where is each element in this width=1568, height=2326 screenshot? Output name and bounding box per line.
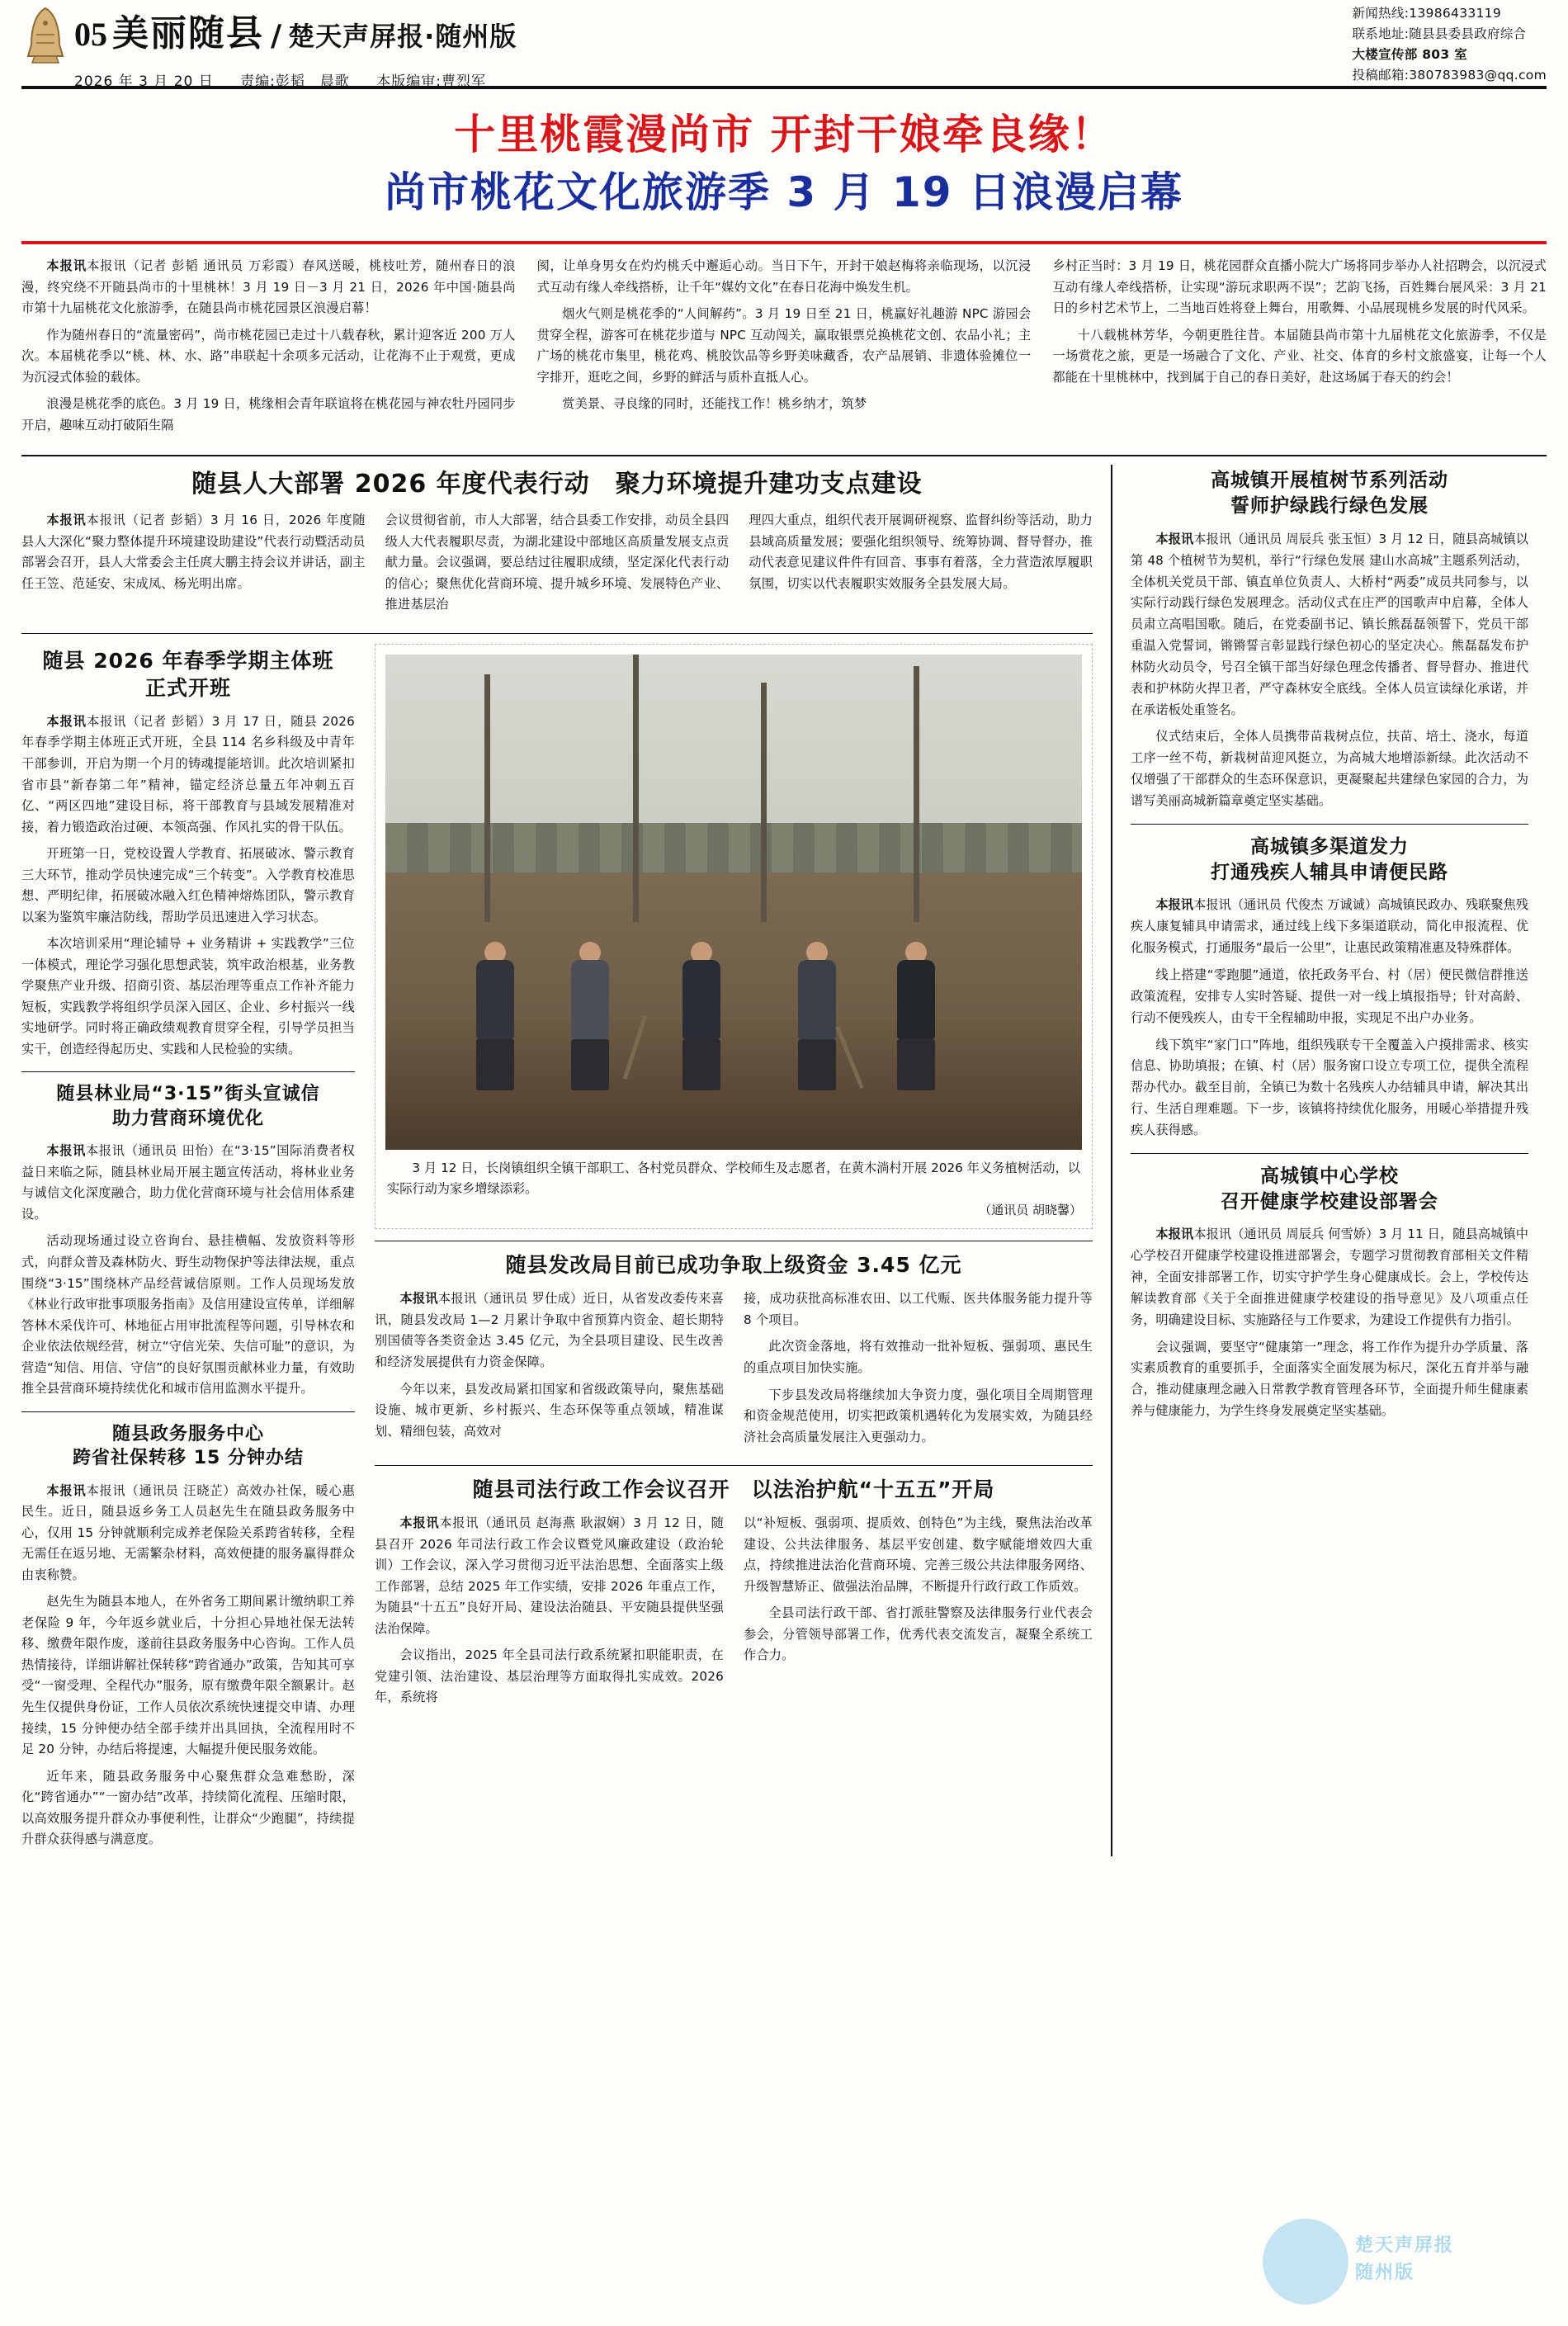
contact-address: 联系地址:随县县委县政府综合 [1352, 26, 1527, 42]
paragraph: 会议指出，2025 年全县司法行政系统紧扣职能职责，在党建引领、法治建设、基层治理等方面取得扎实成效。2026 年，系统将 [375, 1648, 724, 1705]
paragraph: 今年以来，县发改局紧扣国家和省级政策导向，聚焦基础设施、城市更新、乡村振兴、生态环保等重点领域，精准谋划、精细包装，高效对 [375, 1381, 724, 1439]
story-sifa-title: 随县司法行政工作会议召开 以法治护航“十五五”开局 [472, 1477, 995, 1502]
paragraph-text: 本报讯（通讯员 代俊杰 万诚诚）高城镇民政办、残联聚焦残疾人康复辅具申请需求，通过线上线下多渠道联动，简化申报流程、优化服务模式，打通服务“最后一公里”，让惠民政策精准惠及特殊群体。 [1131, 897, 1529, 956]
paragraph: 会议强调，要坚守“健康第一”理念，将工作作为提升办学质量、落实素质教育的重要抓手，全面落实全面发展为标尺，深化五育并举与融合，推动健康理念融入日常教学教育管理各环节，全面提升师生健康素养与健康能力，为学生终身发展奠定坚实基础。 [1131, 1339, 1528, 1419]
masthead-contact [1353, 0, 1547, 86]
story-zhengwu-title-line-1: 随县政务服务中心 [111, 1423, 264, 1444]
left-narrow-column [21, 644, 355, 1856]
photo-person [798, 942, 836, 1090]
paragraph: 全县司法行政干部、省打派驻警察及法律服务行业代表会参会，分管领导部署工作，优秀代表交流发言，凝聚全系统工作合力。 [744, 1605, 1093, 1663]
paragraph: 本报讯本报讯（记者 彭韬 通讯员 万彩霞）春风送暖，桃枝吐芳，随州春日的浪漫，终究绕不开随县尚市的十里桃林！3 月 19 日－3 月 21 日，2026 年中国·随县尚市第十九届桃花文化旅游季，在随县尚市桃花园景区浪漫启幕！ [21, 258, 516, 316]
story-renda [21, 468, 1093, 500]
paragraph: 本次培训采用“理论辅导 + 业务精讲 + 实践教学”三位一体模式，理论学习强化思想武装，筑牢政治根基，业务教学聚焦产业升级、招商引资、基层治理等重点工作补齐能力短板，实践教学将组织学员深入园区、企业、乡村振兴一线实地研学。同时将正确政绩观教育贯穿全程，引导学员担当实干，创造经得起历史、实践和人民检验的实绩。 [21, 936, 355, 1057]
story-gaocheng-2-header [1131, 834, 1528, 886]
paragraph-text: 本报讯（通讯员 罗仕成）近日，从省发改委传来喜讯，随县发改局 1—2 月累计争取中省预算内资金、超长期特别国债等各类资金达 3.45 亿元，为全县项目建设、民生改善和经济发展提供有力资金保障。 [375, 1291, 724, 1369]
watermark-line-1: 楚天声屏报 [1355, 2235, 1455, 2256]
story-renda-title: 随县人大部署 2026 年度代表行动 聚力环境提升建功支点建设 [191, 470, 923, 499]
paragraph: 本报讯本报讯（通讯员 罗仕成）近日，从省发改委传来喜讯，随县发改局 1—2 月累计争取中省预算内资金、超长期特别国债等各类资金达 3.45 亿元，为全县项目建设、民生改善和经济发展提供有力资金保障。 [375, 1291, 724, 1369]
story-zhengwu-header [21, 1422, 355, 1471]
paragraph-text: 本报讯（通讯员 田怡）在“3·15”国际消费者权益日来临之际，随县林业局开展主题宣传活动，将林业业务与诚信文化深度融合，助力优化营商环境与社会信用体系建设。 [21, 1143, 355, 1222]
story-renda-col-1 [21, 510, 366, 622]
story-sifa-body [375, 1513, 1093, 1714]
publish-date: 2026 年 3 月 20 日 [74, 73, 214, 90]
watermark-text [1355, 2232, 1454, 2286]
story-sifa-header [375, 1476, 1093, 1503]
photo-caption: 3 月 12 日，长岗镇组织全镇干部职工、各村党员群众、学校师生及志愿者，在黄木淌村开展 2026 年义务植树活动，以实际行动为家乡增绿添彩。 [387, 1160, 1080, 1197]
section-divider [1131, 1153, 1528, 1154]
section-divider [21, 455, 1547, 456]
lead-story-col-1 [21, 256, 516, 442]
story-zhutiban-title-line-2: 正式开班 [144, 675, 231, 700]
story-gaocheng-1-title-line-2: 誓师护绿践行绿色发展 [1230, 495, 1429, 518]
story-fagai-title: 随县发改局目前已成功争取上级资金 3.45 亿元 [505, 1253, 962, 1278]
story-fagai-col-1 [375, 1288, 724, 1454]
paragraph: 本报讯本报讯（通讯员 赵海燕 耿淑娴）3 月 12 日，随县召开 2026 年司法行政工作会议暨党风廉政建设（政治轮训）工作会议，深入学习贯彻习近平法治思想、全面落实上级工作部署，总结 2025 年工作实绩，安排 2026 年重点工作，为随县“十五五”良好开局、建设法治随县、平安随县提供坚强法治保障。 [375, 1515, 724, 1636]
story-gaocheng-1-title-line-1: 高城镇开展植树节系列活动 [1211, 470, 1448, 492]
photo-person [682, 942, 720, 1090]
paragraph: 会议贯彻省前，市人大部署，结合县委工作安排，动员全县四级人大代表履职尽责，为湖北建设中部地区高质量发展支点贡献力量。会议强调，要总结过往履职成绩，坚定深化代表行动的信心；聚焦优化营商环境、提升城乡环境、发展特色产业、推进基层治 [385, 513, 730, 612]
photo-person [571, 942, 609, 1090]
paragraph: 线下筑牢“家门口”阵地，组织残联专干全覆盖入户摸排需求、核实信息、协助填报；在镇、村（居）服务窗口设立专项工位，提供全流程帮办代办。截至目前，全镇已为数十名残疾人办结辅具申请，解决其出行、生活自理难题。下一步，该镇将持续优化服务，用暖心举措提升残疾人获得感。 [1131, 1037, 1528, 1137]
story-zhutiban-header [21, 647, 355, 702]
paragraph: 近年来，随县政务服务中心聚焦群众急难愁盼，深化“跨省通办”“一窗办结”改革，持续简化流程、压缩时限，以高效服务提升群众办事便利性，让群众“少跑腿”，持续提升群众获得感与满意度。 [21, 1768, 355, 1847]
section-divider [21, 1071, 355, 1072]
paragraph: 线上搭建“零跑腿”通道，依托政务平台、村（居）便民微信群推送政策流程，安排专人实时答疑、提供一对一线上填报指导；针对高龄、行动不便残疾人，由专干全程辅助申报，实现足不出户办业务。 [1131, 967, 1528, 1025]
story-sifa-col-2 [744, 1513, 1093, 1714]
left-column-zone [21, 465, 1111, 1856]
story-gaocheng-3-title-line-1: 高城镇中心学校 [1260, 1165, 1399, 1187]
story-zhutiban-title-line-1: 随县 2026 年春季学期主体班 [42, 648, 334, 673]
lead-story-body [21, 244, 1547, 450]
story-linyeju-header [21, 1082, 355, 1131]
main-content [21, 465, 1547, 1856]
paragraph: 活动现场通过设立咨询台、悬挂横幅、发放资料等形式，向群众普及森林防火、野生动物保护等法律法规，重点围绕“3·15”围绕林产品经营诚信原则。工作人员现场发放《林业行政审批事项服务指南》及信用建设宣传单，详细解答林木采伐许可、林地征占用审批流程等问题，引导林农和企业依法依规经营，树立“守信光荣、失信可耻”的意识，为营造“知信、用信、守信”的良好氛围贡献林业力量，有效助推全县营商环境持续优化和城市信用监测水平提升。 [21, 1233, 355, 1397]
paragraph-text: 本报讯（通讯员 周辰兵 张玉恒）3 月 12 日，随县高城镇以第 48 个植树节为契机，举行“行绿色发展 建山水高城”主题系列活动，全体机关党员干部、镇直单位负责人、大桥村“两委”成员共同参与，以实际行动践行绿色发展理念。活动仪式在庄严的国歌声中启幕，全体人员肃立高唱国歌。随后，在党委副书记、镇长熊磊磊领誓下，党员干部重温入党誓词，锵锵誓言彰显践行绿色初心的坚定决心。熊磊磊发布护林防火动员令，号召全镇干部当好绿色理念传播者、督导督办、推进代表和护林防火捍卫者，严守森林安全底线。全体人员宣读绿化承诺，并在承诺板处重签名。 [1131, 531, 1528, 717]
photo-figure [375, 644, 1093, 1229]
story-gaocheng-2-title-line-1: 高城镇多渠道发力 [1250, 835, 1409, 858]
story-fagai-body [375, 1288, 1093, 1454]
paragraph: 十八载桃林芳华，今朝更胜往昔。本届随县尚市第十九届桃花文化旅游季，不仅是一场赏花之旅，更是一场融合了文化、产业、社交、体育的乡村文旅盛宴，让每一个人都能在十里桃林中，找到属于自己的春日美好，赴这场属于春天的约会！ [1052, 327, 1547, 385]
bell-logo-icon [23, 5, 68, 74]
headline-line-1: 十里桃霞漫尚市 开封干娘牵良缘！ [454, 111, 1114, 158]
paragraph: 下步县发改局将继续加大争资力度，强化项目全周期管理和资金规范使用，切实把政策机遇转化为发展实效，为随县经济社会高质量发展注入更强动力。 [744, 1387, 1093, 1444]
paragraph: 赵先生为随县本地人，在外省务工期间累计缴纳职工养老保险 9 年，今年返乡就业后，十分担心异地社保无法转移、缴费年限作废，遂前往县政务服务中心咨询。工作人员热情接待，详细讲解社保转移“跨省通办”政策，告知其可享受“一窗受理、全程代办”服务，原有缴费年限全额累计。赵先生仅提供身份证，工作人员依次系统快速提交申请、办理接续，15 分钟便办结全部手续并出具回执，全流程用时不足 20 分钟，办结后将提速，大幅提升便民服务效能。 [21, 1594, 355, 1757]
tree-planting-photo [385, 655, 1082, 1150]
story-gaocheng-2-title-line-2: 打通残疾人辅具申请便民路 [1211, 861, 1448, 883]
paragraph: 开班第一日，党校设置人学教育、拓展破冰、警示教育三大环节，推动学员快速完成“三个转变”。入学教育校准思想、严明纪律，拓展破冰融入红色精神熔炼团队，警示教育以案为鉴筑牢廉洁防线，帮助学员迅速进入学习状态。 [21, 846, 355, 924]
story-sifa-col-1 [375, 1513, 724, 1714]
paragraph-text: 本报讯（通讯员 赵海燕 耿淑娴）3 月 12 日，随县召开 2026 年司法行政工作会议暨党风廉政建设（政治轮训）工作会议，深入学习贯彻习近平法治思想、全面落实上级工作部署，总结 2025 年工作实绩，安排 2026 年重点工作，为随县“十五五”良好开局、建设法治随县、平安随县提供坚强法治保障。 [375, 1515, 724, 1636]
watermark-line-2: 随州版 [1355, 2262, 1415, 2283]
story-gaocheng-3-header [1131, 1164, 1528, 1215]
paragraph: 阂，让单身男女在灼灼桃夭中邂逅心动。当日下午，开封干娘赵梅将亲临现场，以沉浸式互动有缘人牵线搭桥，让千年“媒妁文化”在春日花海中焕发生机。 [536, 258, 1032, 295]
lead-story-col-2 [537, 256, 1032, 442]
paragraph: 本报讯本报讯（通讯员 周辰兵 何雪娇）3 月 11 日，随县高城镇中心学校召开健康学校建设推进部署会，专题学习贯彻教育部相关文件精神，全面安排部署工作，切实守护学生身心健康成长。会上，学校传达解读教育部《关于全面推进健康学校建设的指导意见》及八项重点任务，明确建设目标、实施路径与工作要求，为建设工作提供有力指引。 [1131, 1227, 1528, 1327]
lead-headline [21, 89, 1547, 226]
lead-story-col-3 [1052, 256, 1547, 442]
paragraph: 本报讯本报讯（通讯员 代俊杰 万诚诚）高城镇民政办、残联聚焦残疾人康复辅具申请需求，通过线上线下多渠道联动，简化申报流程、优化服务模式，打通服务“最后一公里”，让惠民政策精准惠及特殊群体。 [1131, 897, 1529, 956]
paragraph: 本报讯本报讯（通讯员 田怡）在“3·15”国际消费者权益日来临之际，随县林业局开展主题宣传活动，将林业业务与诚信文化深度融合，助力优化营商环境与社会信用体系建设。 [21, 1143, 355, 1222]
paragraph-text: 本报讯（通讯员 周辰兵 何雪娇）3 月 11 日，随县高城镇中心学校召开健康学校建设推进部署会，专题学习贯彻教育部相关文件精神，全面安排部署工作，切实守护学生身心健康成长。会上，学校传达解读教育部《关于全面推进健康学校建设的指导意见》及八项重点任务，明确建设目标、实施路径与工作要求，为建设工作提供有力指引。 [1131, 1227, 1528, 1327]
photo-person [897, 942, 935, 1090]
paragraph-text: 本报讯（通讯员 汪晓芷）高效办社保，暖心惠民生。近日，随县返乡务工人员赵先生在随县政务服务中心，仅用 15 分钟就顺利完成养老保险关系跨省转移，全程无需任在返另地、无需繁杂材料，高效便捷的服务赢得群众由衷称赞。 [21, 1482, 355, 1582]
paragraph-text: 本报讯（记者 彭韬）3 月 16 日，2026 年度随县人大深化“聚力整体提升环境建设助建设”代表行动暨活动员部署会召开，县人大常委会主任庹大鹏主持会议并讲话，副主任王笠、范延安、宋成凤、杨光明出席。 [21, 513, 366, 591]
story-linyeju-title-line-2: 助力营商环境优化 [111, 1108, 264, 1129]
story-linyeju-title-line-1: 随县林业局“3·15”街头宣诚信 [56, 1084, 320, 1105]
left-inner-grid [21, 644, 1093, 1856]
paragraph-text: 本报讯（记者 彭韬）3 月 17 日，随县 2026 年春季学期主体班正式开班，全县 114 名乡科级及中青年干部参训，开启为期一个月的铸魂提能培训。此次培训紧扣省市县“新春第二年”精神，锚定经济总量五年冲刺五百亿、“两区四地”建设目标，将干部教育与县域发展精准对接，着力锻造政治过硬、本领高强、作风扎实的骨干队伍。 [21, 713, 355, 834]
story-renda-col-3 [749, 510, 1093, 622]
section-divider [375, 1465, 1093, 1466]
story-gaocheng-1-header [1131, 468, 1528, 519]
contact-email: 投稿邮箱:380783983@qq.com [1352, 68, 1547, 83]
paragraph: 理四大重点，组织代表开展调研视察、监督纠纷等活动，助力县域高质量发展；要强化组织领导、统筹协调、督导督办，推动代表意见建议件件有回音、事事有着落，全力营造浓厚履职氛围，切实以代表履职实效服务全县发展大局。 [749, 513, 1093, 591]
paragraph: 烟火气则是桃花季的“人间解药”。3 月 19 日至 21 日，桃赢好礼趣游 NPC 游园会贯穿全程，游客可在桃花步道与 NPC 互动闯关，赢取银票兑换桃花文创、农品小礼；主广场的桃花市集里，桃花鸡、桃胶饮品等乡野美味藏香，农产品展销、非遗体验摊位一字排开，逛吃之间，乡野的鲜活与质朴直抵人心。 [536, 306, 1032, 385]
masthead-slash: / [271, 19, 282, 53]
reviewer-line: 本版编审:曹烈军 [376, 73, 487, 90]
section-divider [21, 1411, 355, 1412]
contact-hotline: 新闻热线:13986433119 [1352, 6, 1501, 21]
left-wide-column [375, 644, 1093, 1856]
story-gaocheng-3-title-line-2: 召开健康学校建设部署会 [1221, 1190, 1438, 1213]
story-fagai-header [375, 1251, 1093, 1279]
paragraph: 浪漫是桃花季的底色。3 月 19 日，桃缘相会青年联谊将在桃花园与神农牡丹园同步开启，趣味互动打破陌生隔 [21, 396, 516, 433]
section-divider [21, 633, 1093, 634]
paragraph-text: 本报讯（记者 彭韬 通讯员 万彩霞）春风送暖，桃枝吐芳，随州春日的浪漫，终究绕不开随县尚市的十里桃林！3 月 19 日－3 月 21 日，2026 年中国·随县尚市第十九届桃花文化旅游季，在随县尚市桃花园景区浪漫启幕！ [21, 258, 516, 316]
paper-subname: 楚天声屏报·随州版 [288, 21, 517, 52]
contact-address-2: 大楼宣传部 803 室 [1352, 47, 1467, 63]
masthead [21, 0, 1547, 89]
paragraph: 赏美景、寻良缘的同时，还能找工作！桃乡纳才，筑梦 [562, 396, 867, 412]
paragraph: 仪式结束后，全体人员携带苗栽树点位，扶苗、培土、浇水，每道工序一丝不苟，新栽树苗迎风挺立，为高城大地增添新绿。此次活动不仅增强了干部群众的生态环保意识，更凝聚起共建绿色家园的合力，为谱写美丽高城新篇章奠定坚实基础。 [1131, 729, 1528, 808]
watermark [1263, 2212, 1535, 2311]
paragraph: 此次资金落地，将有效推动一批补短板、强弱项、惠民生的重点项目加快实施。 [744, 1339, 1093, 1375]
story-zhengwu-title-line-2: 跨省社保转移 15 分钟办结 [73, 1448, 304, 1469]
story-fagai-col-2 [744, 1288, 1093, 1454]
paper-name: 美丽随县 [112, 12, 264, 54]
story-renda-col-2 [385, 510, 730, 622]
photo-credit: （通讯员 胡晓馨） [979, 1203, 1082, 1218]
paragraph: 以“补短板、强弱项、提质效、创特色”为主线，聚焦法治改革建设、公共法律服务、基层平安创建、数字赋能增效四大重点，持续推进法治化营商环境、完善三级公共法律服务网络、升级智慧矫正、做强法治品牌，不断提升行政行政工作质效。 [744, 1515, 1093, 1594]
section-divider [1131, 824, 1528, 825]
right-column-zone [1111, 465, 1528, 1856]
paragraph: 作为随州春日的“流量密码”，尚市桃花园已走过十八载春秋，累计迎客近 200 万人次。本届桃花季以“桃、林、水、路”串联起十余项多元活动，让花海不止于观赏，更成为沉浸式体验的载体。 [21, 327, 516, 385]
story-renda-body [21, 510, 1093, 622]
watermark-logo-icon [1263, 2219, 1348, 2305]
paragraph: 本报讯本报讯（记者 彭韬）3 月 17 日，随县 2026 年春季学期主体班正式开班，全县 114 名乡科级及中青年干部参训，开启为期一个月的铸魂提能培训。此次培训紧扣省市县“新春第二年”精神，锚定经济总量五年冲刺五百亿、“两区四地”建设目标，将干部教育与县域发展精准对接，着力锻造政治过硬、本领高强、作风扎实的骨干队伍。 [21, 713, 355, 834]
paragraph: 乡村正当时：3 月 19 日，桃花园群众直播小院大广场将同步举办人社招聘会，以沉浸式互动有缘人牵线搭桥，让实现“游玩求职两不误”；艺韵飞扬，百姓舞台展风采：3 月 21 日的乡村艺术节上，二当地百姓将登上舞台，用歌舞、小品展现桃乡发展的时代风采。 [1052, 258, 1547, 316]
paragraph: 本报讯本报讯（通讯员 周辰兵 张玉恒）3 月 12 日，随县高城镇以第 48 个植树节为契机，举行“行绿色发展 建山水高城”主题系列活动，全体机关党员干部、镇直单位负责人、大桥村“两委”成员共同参与，以实际行动践行绿色发展理念。活动仪式在庄严的国歌声中启幕，全体人员肃立高唱国歌。随后，在党委副书记、镇长熊磊磊领誓下，党员干部重温入党誓词，锵锵誓言彰显践行绿色初心的坚定决心。熊磊磊发布护林防火动员令，号召全镇干部当好绿色理念传播者、督导督办、推进代表和护林防火捍卫者，严守森林安全底线。全体人员宣读绿化承诺，并在承诺板处重签名。 [1131, 531, 1528, 717]
page-number: 05 [74, 16, 107, 53]
photo-person [476, 942, 514, 1090]
paragraph: 本报讯本报讯（通讯员 汪晓芷）高效办社保，暖心惠民生。近日，随县返乡务工人员赵先生在随县政务服务中心，仅用 15 分钟就顺利完成养老保险关系跨省转移，全程无需任在返另地、无需繁杂材料，高效便捷的服务赢得群众由衷称赞。 [21, 1482, 355, 1582]
headline-line-2: 尚市桃花文化旅游季 3 月 19 日浪漫启幕 [385, 168, 1183, 216]
paragraph: 本报讯本报讯（记者 彭韬）3 月 16 日，2026 年度随县人大深化“聚力整体提升环境建设助建设”代表行动暨活动员部署会召开，县人大常委会主任庹大鹏主持会议并讲话，副主任王笠、范延安、宋成凤、杨光明出席。 [21, 513, 366, 591]
paragraph: 接，成功获批高标准农田、以工代赈、医共体服务能力提升等 8 个项目。 [744, 1291, 1093, 1327]
editor-line: 责编:彭韬 晨歌 [240, 73, 350, 90]
